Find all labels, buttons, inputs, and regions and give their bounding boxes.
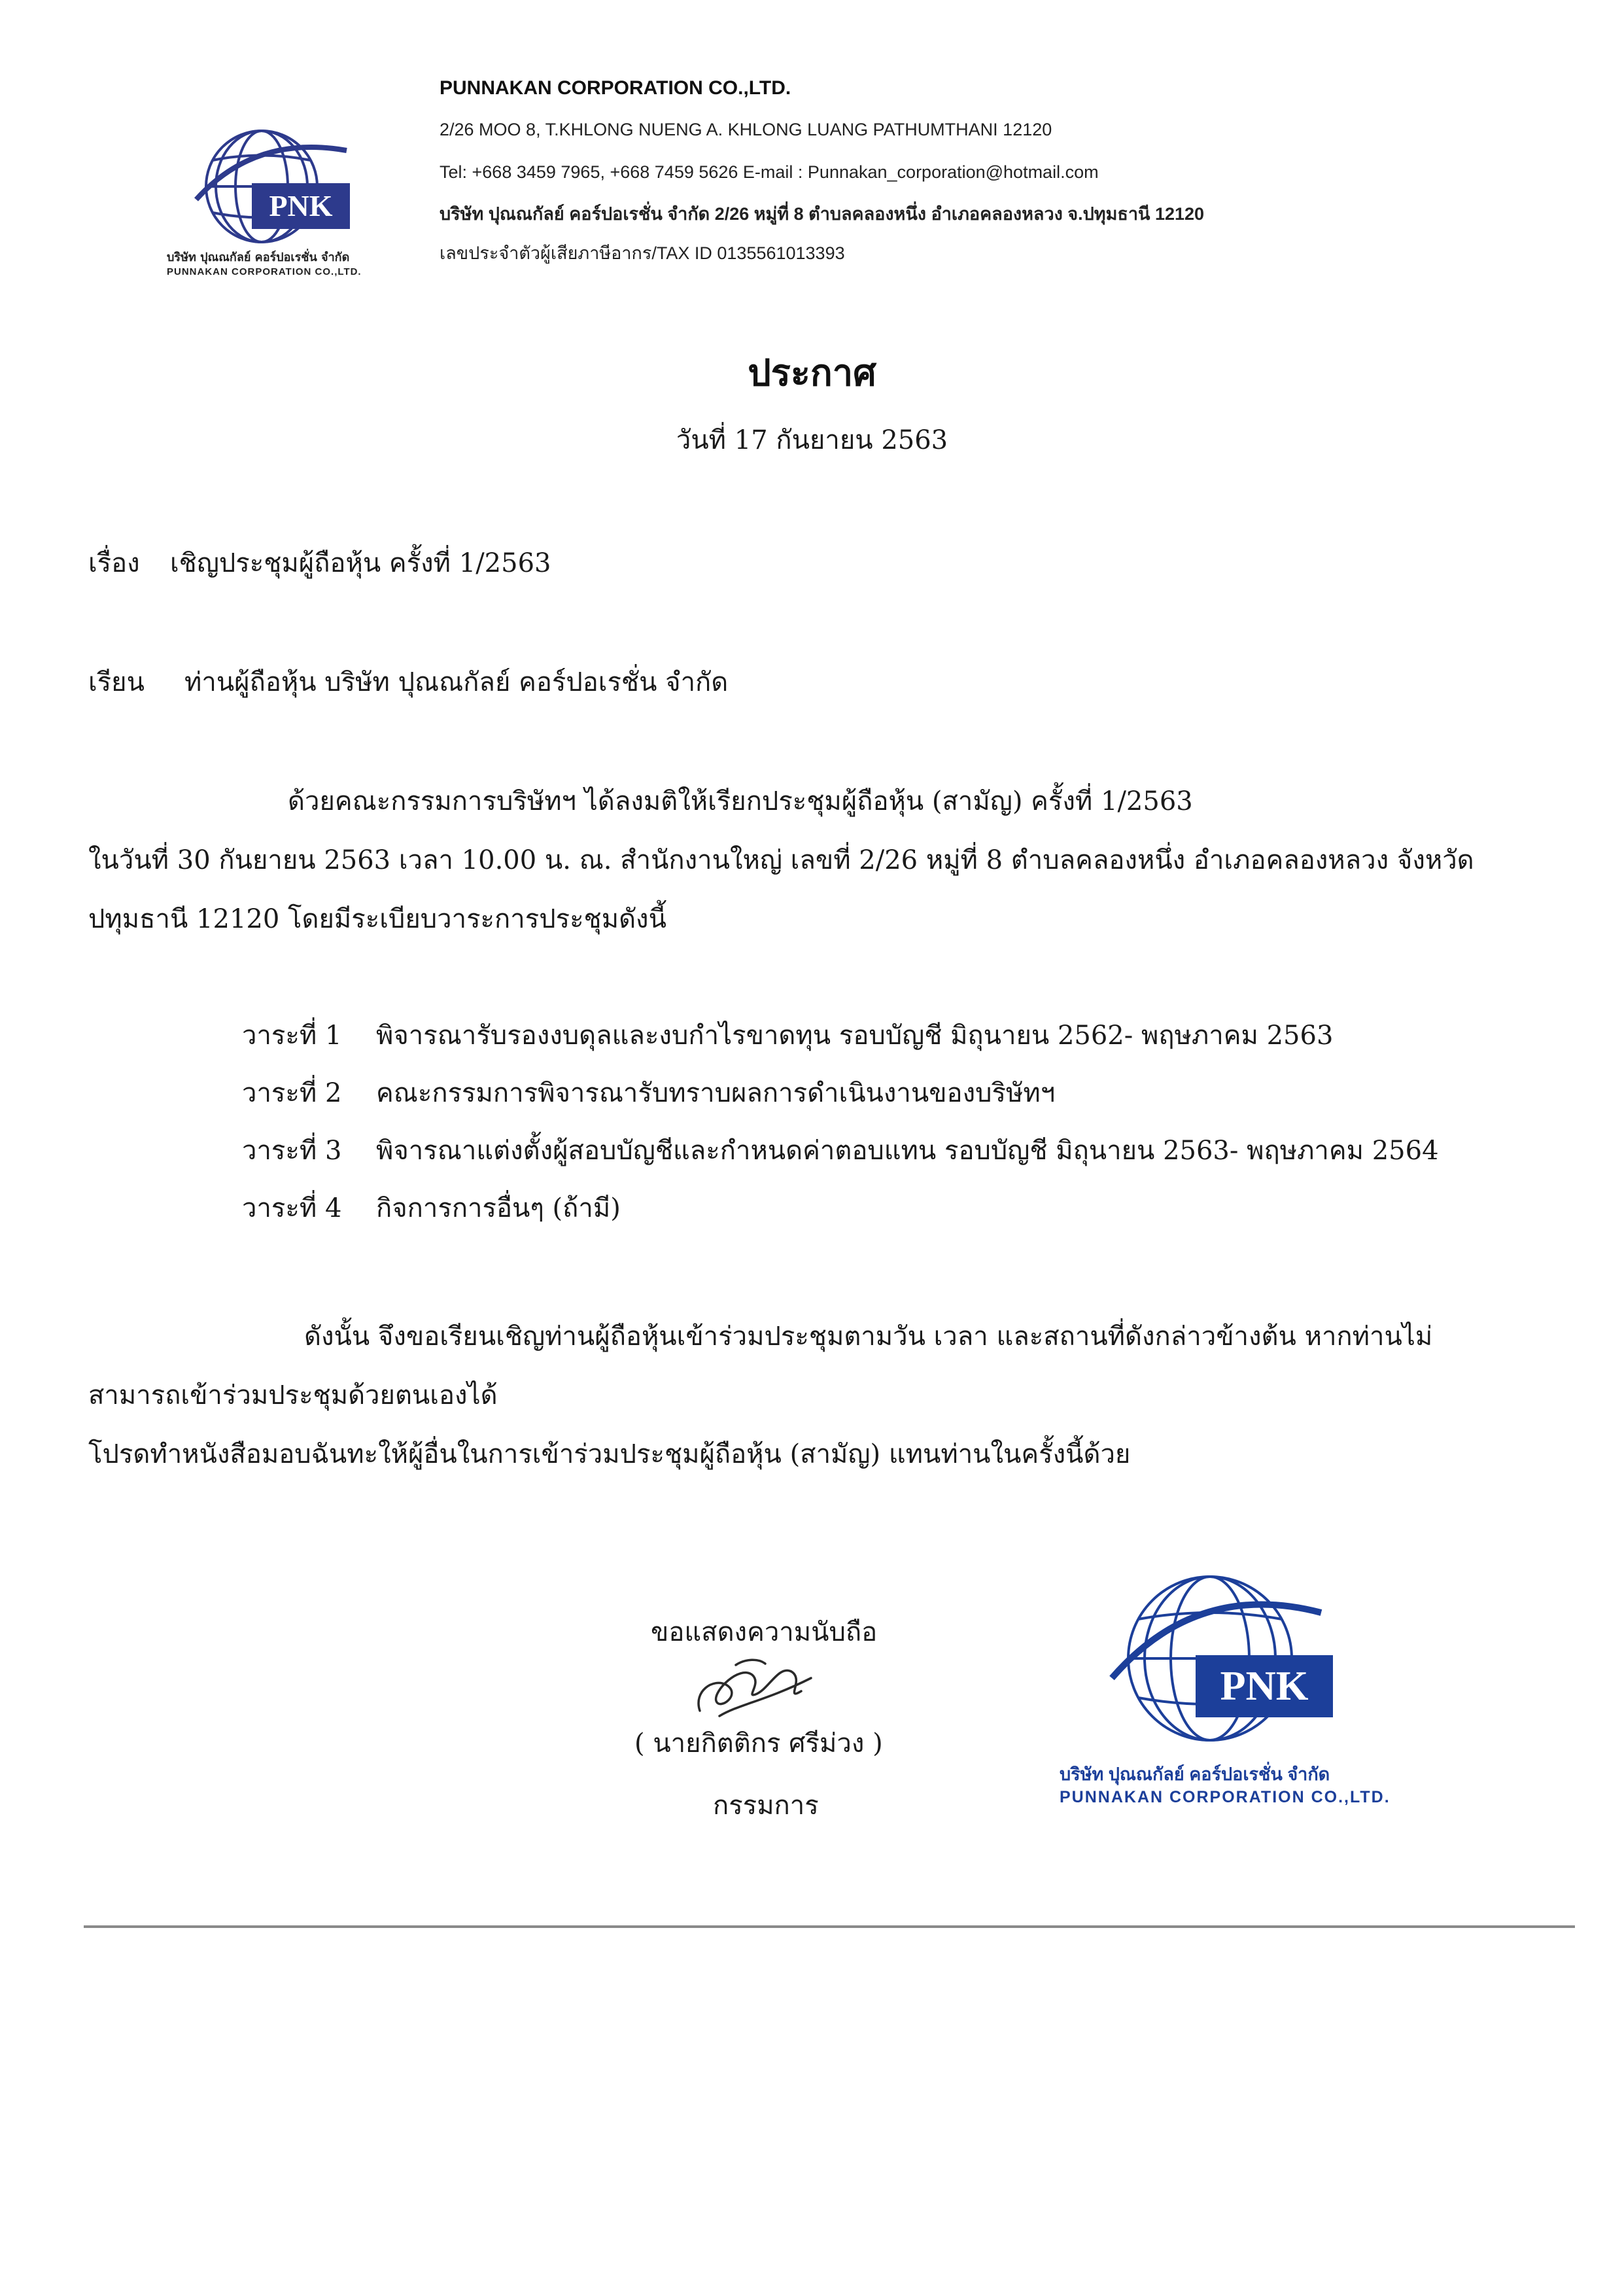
agenda-text: คณะกรรมการพิจารณารับทราบผลการดำเนินงานของบริษัทฯ (376, 1078, 1056, 1108)
handwritten-signature-icon (680, 1639, 824, 1724)
logo-name-th: บริษัท ปุณณกัลย์ คอร์ปอเรชั่น จำกัด (167, 251, 350, 264)
footer-divider (84, 1925, 1575, 1928)
intro-line-1: ด้วยคณะกรรมการบริษัทฯ ได้ลงมติให้เรียกประชุมผู้ถือหุ้น (สามัญ) ครั้งที่ 1/2563 (288, 786, 1193, 816)
agenda-text: พิจารณารับรองงบดุลและงบกำไรขาดทุน รอบบัญชี มิถุนายน 2562- พฤษภาคม 2563 (376, 1021, 1334, 1051)
company-stamp (1046, 1567, 1413, 1815)
intro-line-3: ปทุมธานี 12120 โดยมีระเบียบวาระการประชุมดังนี้ (88, 904, 666, 934)
subject-text: เชิญประชุมผู้ถือหุ้น ครั้งที่ 1/2563 (170, 548, 551, 578)
company-tax-id: เลขประจำตัวผู้เสียภาษีอากร/TAX ID 0135561013393 (440, 243, 845, 263)
stamp-mark-text: PNK (1220, 1662, 1309, 1709)
intro-line-2: ในวันที่ 30 กันยายน 2563 เวลา 10.00 น. ณ. สำนักงานใหญ่ เลขที่ 2/26 หมู่ที่ 8 ตำบลคลองหนึ่ง อำเภอคลองหลวง จังหวัด (88, 845, 1474, 875)
announcement-title: ประกาศ (748, 351, 876, 394)
agenda-label: วาระที่ 4 (242, 1193, 342, 1223)
company-contact: Tel: +668 3459 7965, +668 7459 5626 E-mail : Punnakan_corporation@hotmail.com (440, 162, 1099, 182)
closing-line-2: สามารถเข้าร่วมประชุมด้วยตนเองได้ (88, 1380, 498, 1410)
recipient-label: เรียน (88, 667, 145, 697)
recipient-text: ท่านผู้ถือหุ้น บริษัท ปุณณกัลย์ คอร์ปอเรชั่น จำกัด (184, 667, 729, 697)
logo-mark-text: PNK (269, 189, 333, 222)
agenda-label: วาระที่ 2 (242, 1078, 342, 1108)
agenda-label: วาระที่ 3 (242, 1136, 342, 1166)
globe-logo-icon (177, 121, 399, 262)
agenda-text: กิจการการอื่นๆ (ถ้ามี) (376, 1193, 621, 1223)
announcement-date: วันที่ 17 กันยายน 2563 (676, 425, 948, 455)
subject-label: เรื่อง (88, 548, 140, 578)
company-address-en: 2/26 MOO 8, T.KHLONG NUENG A. KHLONG LUANG PATHUMTHANI 12120 (440, 120, 1052, 139)
signatory-name: ( นายกิตติกร ศรีม่วง ) (634, 1728, 883, 1759)
company-name: PUNNAKAN CORPORATION CO.,LTD. (440, 77, 791, 99)
company-address-th: บริษัท ปุณณกัลย์ คอร์ปอเรชั่น จำกัด 2/26 หมู่ที่ 8 ตำบลคลองหนึ่ง อำเภอคลองหลวง จ.ปทุมธานี 12120 (440, 204, 1205, 224)
signature-regards: ขอแสดงความนับถือ (651, 1617, 878, 1647)
closing-line-3: โปรดทำหนังสือมอบฉันทะให้ผู้อื่นในการเข้าร่วมประชุมผู้ถือหุ้น (สามัญ) แทนท่านในครั้งนี้ด้วย (88, 1439, 1131, 1469)
agenda-label: วาระที่ 1 (242, 1021, 342, 1051)
logo-name-en: PUNNAKAN CORPORATION CO.,LTD. (167, 266, 362, 277)
company-logo (167, 121, 399, 291)
stamp-name-en: PUNNAKAN CORPORATION CO.,LTD. (1060, 1788, 1391, 1806)
stamp-globe-icon (1046, 1567, 1413, 1763)
closing-line-1: ดังนั้น จึงขอเรียนเชิญท่านผู้ถือหุ้นเข้าร่วมประชุมตามวัน เวลา และสถานที่ดังกล่าวข้างต้น หากท่านไม่ (304, 1322, 1433, 1352)
stamp-name-th: บริษัท ปุณณกัลย์ คอร์ปอเรชั่น จำกัด (1060, 1764, 1330, 1784)
signatory-position: กรรมการ (713, 1791, 819, 1821)
agenda-text: พิจารณาแต่งตั้งผู้สอบบัญชีและกำหนดค่าตอบแทน รอบบัญชี มิถุนายน 2563- พฤษภาคม 2564 (376, 1136, 1439, 1166)
